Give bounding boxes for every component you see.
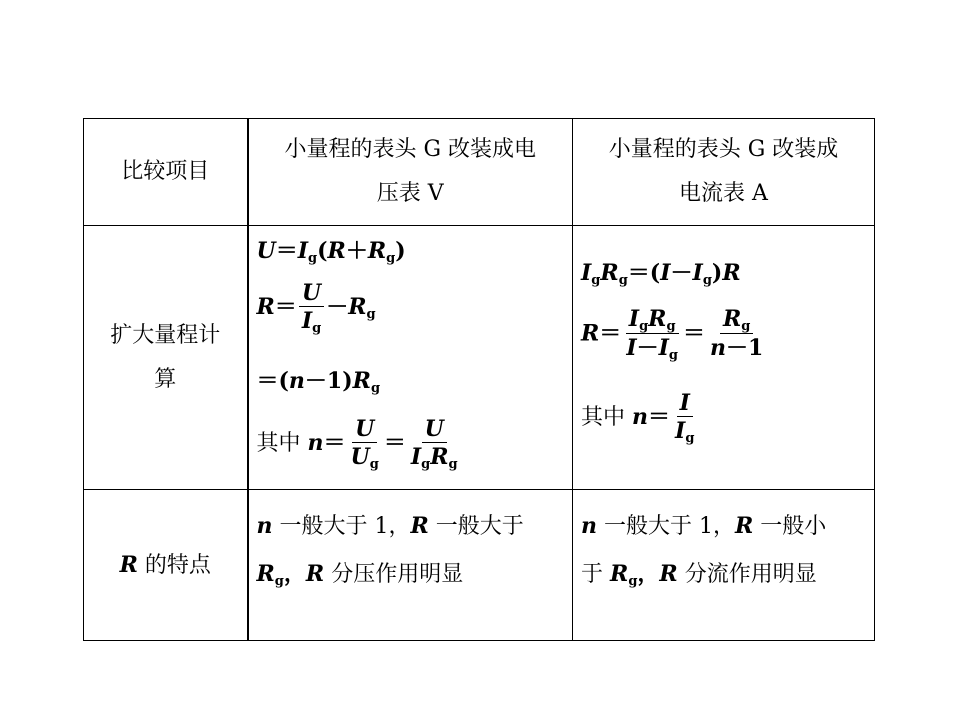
calc-label-cell [84,226,248,490]
calc-label: 扩大量程计 算 [110,322,221,392]
current-r-cell [573,490,875,641]
current-eq2: R＝ $\frac{I_gR_g}{I-I_g}$ ＝ $\frac{R_g}{n-1}$ [581,306,764,363]
voltage-r-cell [248,490,573,641]
current-eq1: $I_gR_g=(I-I_g)R$ [581,260,741,288]
voltage-formula-cell [248,226,573,490]
voltage-eq4: 其中 n＝ $\frac{U}{U_g}$ ＝ $\frac{U}{I_gR_g}$ [256,416,458,472]
current-r-line1: n 一般大于 1，R 一般小 [581,513,827,539]
voltage-eq3: $=(n-1)R_g$ [256,368,381,396]
voltage-eq1: $U=I_g(R+R_g)$ [256,238,406,266]
header-col3-cell [573,119,875,226]
voltage-r-line2: $R_g$，R 分压作用明显 [256,561,464,589]
r-label-cell [84,490,248,641]
current-eq3: 其中 n＝ $\frac{I}{I_g}$ [581,390,695,446]
voltage-eq2: R＝ $\frac{U}{I_g}$ $-R_g$ [256,280,376,336]
header-col3: 小量程的表头 G 改装成 电流表 A [608,137,839,206]
r-label: R 的特点 [119,551,211,578]
comparison-table [83,118,875,641]
current-formula-cell [573,226,875,490]
header-col1: 比较项目 [121,159,210,184]
voltage-r-line1: n 一般大于 1，R 一般大于 [256,513,524,539]
header-col1-cell [84,119,248,226]
header-col2-cell [248,119,573,226]
current-r-line2: 于 $R_g$，R 分流作用明显 [581,561,817,589]
header-col2: 小量程的表头 G 改装成电 压表 V [284,137,537,206]
